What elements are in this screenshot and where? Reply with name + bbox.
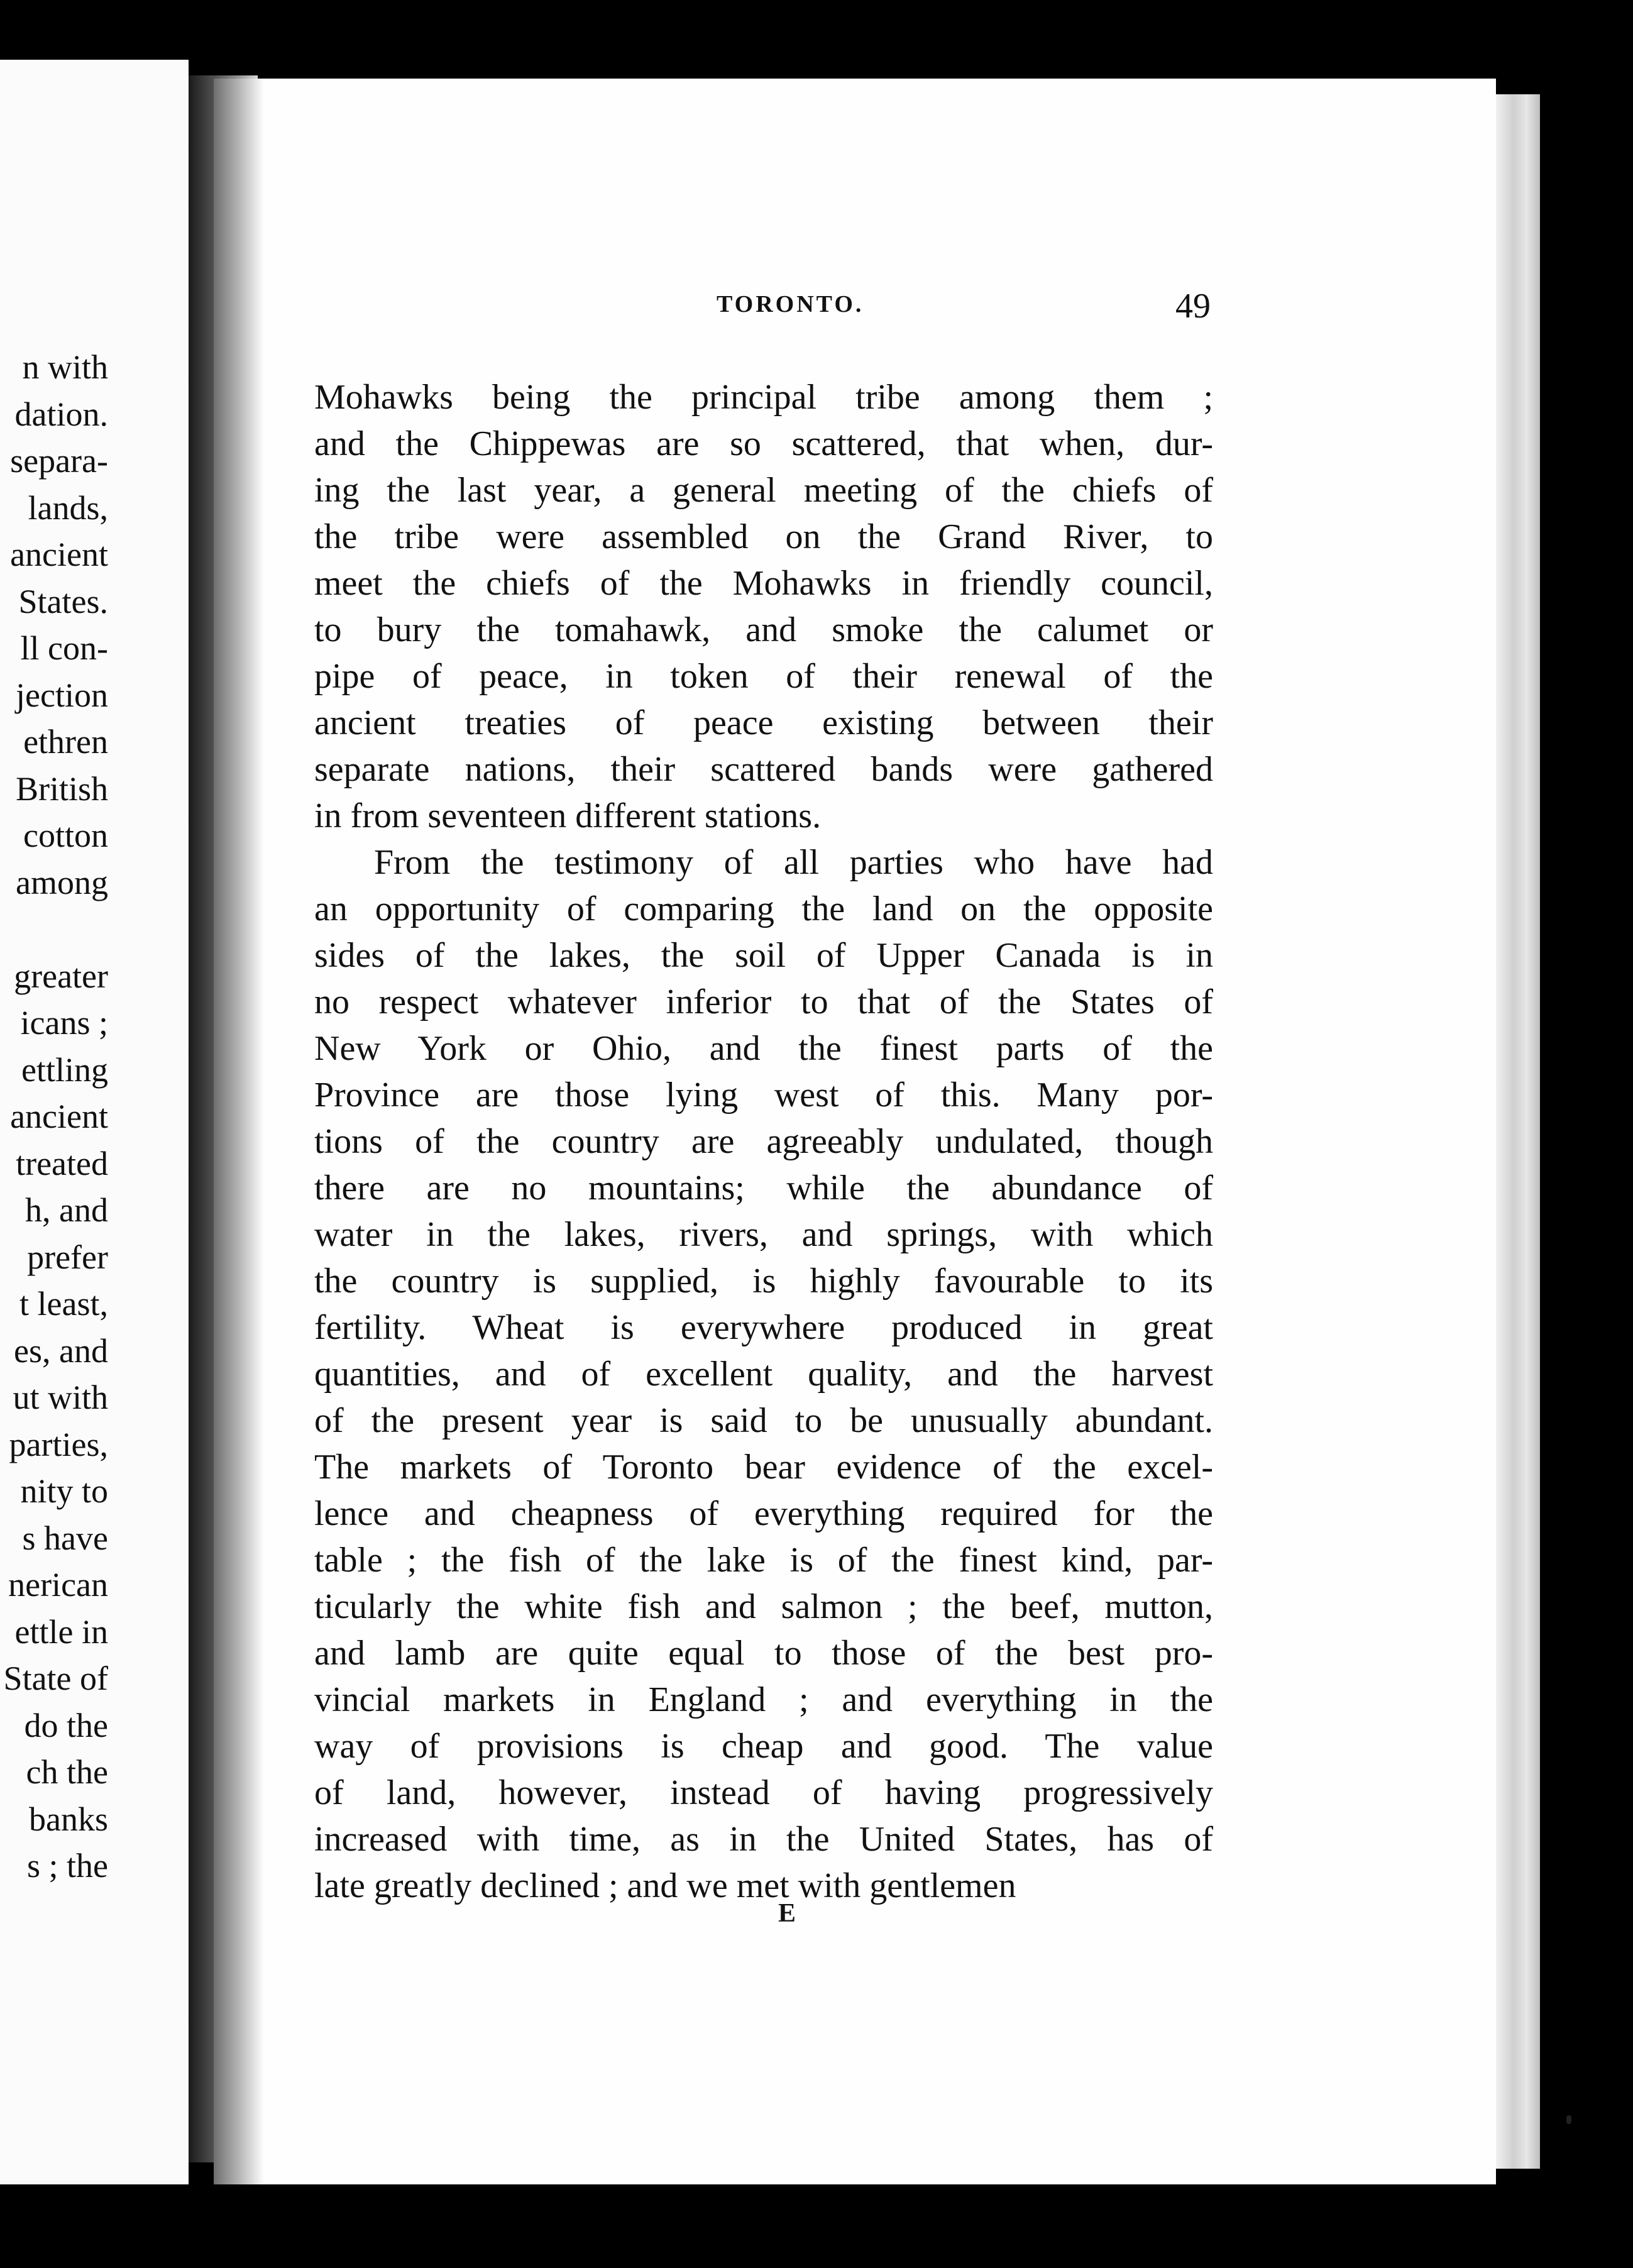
gutter-shadow [214,79,264,2184]
previous-page-line: jection [16,676,108,714]
previous-page-line: among [16,863,108,901]
text-line: water in the lakes, rivers, and springs, with which [314,1215,1213,1254]
previous-page-line: banks [29,1800,108,1838]
text-line: of the present year is said to be unusually abundant. [314,1401,1213,1440]
text-line: of land, however, instead of having progressively [314,1773,1213,1812]
text-line: there are no mountains; while the abundance of [314,1169,1213,1208]
previous-page-line: s have [22,1519,108,1557]
text-line: in from seventeen different stations. [314,796,822,835]
text-line: vincial markets in England ; and everything in the [314,1680,1213,1719]
body-text [314,374,1213,1909]
previous-page-line: ut with [13,1379,108,1416]
previous-page-line: British [15,769,108,808]
text-line: New York or Ohio, and the finest parts of the [314,1029,1213,1068]
previous-page-line: n with [22,348,108,386]
text-line: quantities, and of excellent quality, and the harvest [314,1355,1213,1394]
text-line: Mohawks being the principal tribe among them ; [314,378,1213,417]
previous-page-line: separa- [10,442,108,480]
text-line: Province are those lying west of this. Many por- [314,1076,1213,1115]
text-line: to bury the tomahawk, and smoke the calumet or [314,610,1213,649]
page-number: 49 [1175,287,1211,326]
previous-page-line: parties, [9,1425,108,1463]
previous-page-line: greater [14,957,108,995]
previous-page-line: nity to [20,1472,108,1510]
previous-page-line: ch the [26,1753,108,1791]
previous-page-line: h, and [25,1191,108,1229]
text-line: sides of the lakes, the soil of Upper Canada is in [314,936,1213,975]
text-line: late greatly declined ; and we met with gentlemen [314,1866,1016,1905]
text-line: and lamb are quite equal to those of the best pro- [314,1634,1213,1673]
text-line: no respect whatever inferior to that of the States of [314,983,1213,1021]
text-line: fertility. Wheat is everywhere produced in great [314,1308,1213,1347]
previous-page-line: States. [18,582,108,620]
text-line: table ; the fish of the lake is of the finest kind, par- [314,1541,1213,1580]
previous-page-line: icans ; [20,1004,108,1042]
signature-mark: E [778,1899,796,1928]
previous-page-line: ancient [10,1098,108,1135]
previous-page-line: treated [16,1144,108,1182]
previous-page-line: ettling [21,1050,108,1089]
previous-page-line: s ; the [27,1847,108,1885]
previous-page-line: dation. [14,395,108,433]
text-line: the country is supplied, is highly favourable to its [314,1262,1213,1301]
text-line: increased with time, as in the United States, has of [314,1820,1213,1859]
text-line: and the Chippewas are so scattered, that when, dur- [314,424,1213,463]
previous-page-line: nerican [8,1566,108,1604]
text-line: ing the last year, a general meeting of the chiefs of [314,471,1213,510]
text-line: ticularly the white fish and salmon ; the beef, mutton, [314,1587,1213,1626]
running-head: TORONTO. [717,291,864,317]
text-line: an opportunity of comparing the land on the opposite [314,889,1213,928]
previous-page-line: ancient [10,536,108,573]
text-line: meet the chiefs of the Mohawks in friendly council, [314,564,1213,603]
text-line: lence and cheapness of everything required for the [314,1494,1213,1533]
previous-page-line: ethren [23,723,108,761]
text-line: From the testimony of all parties who have had [374,843,1213,882]
previous-page-line: ettle in [14,1612,108,1651]
previous-page-line: cotton [23,817,108,854]
page-edge [1496,94,1540,2169]
previous-page-text [4,344,108,1890]
previous-page-line: es, and [14,1331,108,1370]
previous-page-line: prefer [27,1238,108,1276]
previous-page-line: ll con- [20,629,108,667]
text-line: the tribe were assembled on the Grand River, to [314,517,1213,556]
previous-page-line: t least, [19,1285,108,1323]
text-line: separate nations, their scattered bands were gathered [314,750,1213,789]
previous-page [0,60,189,2184]
text-line: pipe of peace, in token of their renewal of the [314,657,1213,696]
previous-page-line: State of [3,1660,108,1697]
previous-page-line: lands, [28,488,108,527]
text-line: way of provisions is cheap and good. The value [314,1727,1213,1766]
text-line: ancient treaties of peace existing between their [314,703,1213,742]
scan-speck [1566,2115,1571,2124]
text-line: tions of the country are agreeably undulated, though [314,1122,1213,1161]
text-line: The markets of Toronto bear evidence of the excel- [314,1448,1213,1487]
previous-page-line [4,906,108,953]
previous-page-line: do the [24,1706,108,1744]
